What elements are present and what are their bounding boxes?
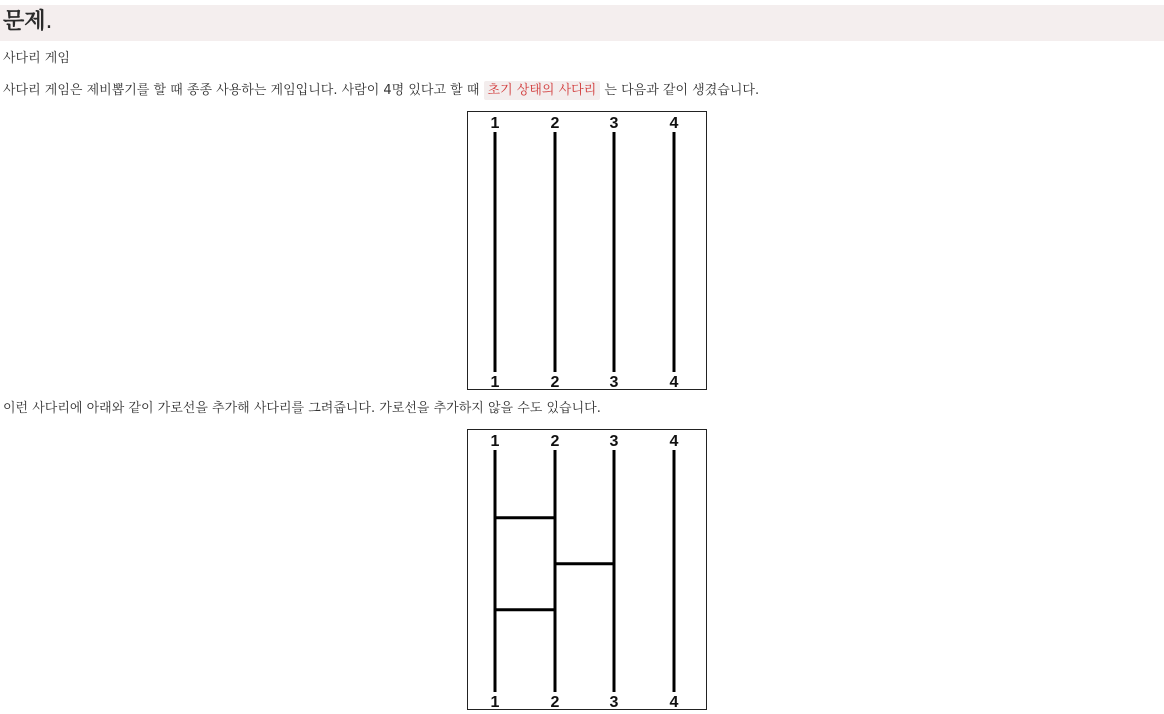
problem-title: 문제 (3, 9, 46, 34)
paragraph-rungs: 이런 사다리에 아래와 같이 가로선을 추가해 사다리를 그려줍니다. 가로선을 추가하지 않을 수도 있습니다. (3, 401, 601, 416)
bottom-label-3: 3 (609, 694, 619, 709)
ladder-figure-with-rungs (467, 429, 707, 710)
ladder-diagram-initial (468, 112, 706, 389)
bottom-label-2: 2 (550, 694, 560, 709)
top-label-2: 2 (550, 433, 560, 450)
paragraph-subtitle: 사다리 게임 (3, 51, 70, 66)
bottom-label-3: 3 (609, 374, 619, 389)
top-label-1: 1 (490, 433, 500, 450)
paragraph-intro-before: 사다리 게임은 제비뽑기를 할 때 종종 사용하는 게임입니다. 사람이 4명 있다고 할 때 (3, 83, 484, 98)
bottom-label-4: 4 (669, 374, 679, 389)
bottom-label-1: 1 (490, 694, 500, 709)
heading-bar (0, 5, 1164, 41)
top-label-1: 1 (490, 115, 500, 132)
paragraph-intro (3, 82, 759, 100)
ladder-figure-initial (467, 111, 707, 390)
paragraph-intro-after: 는 다음과 같이 생겼습니다. (600, 83, 760, 98)
top-label-2: 2 (550, 115, 560, 132)
problem-heading (3, 8, 53, 36)
bottom-label-1: 1 (490, 374, 500, 389)
problem-title-suffix: . (45, 9, 53, 34)
bottom-label-2: 2 (550, 374, 560, 389)
top-label-3: 3 (609, 115, 619, 132)
bottom-label-4: 4 (669, 694, 679, 709)
ladder-diagram-with-rungs (468, 430, 706, 709)
top-label-4: 4 (669, 433, 679, 450)
top-label-3: 3 (609, 433, 619, 450)
top-label-4: 4 (669, 115, 679, 132)
inline-code-highlight: 초기 상태의 사다리 (484, 81, 601, 100)
